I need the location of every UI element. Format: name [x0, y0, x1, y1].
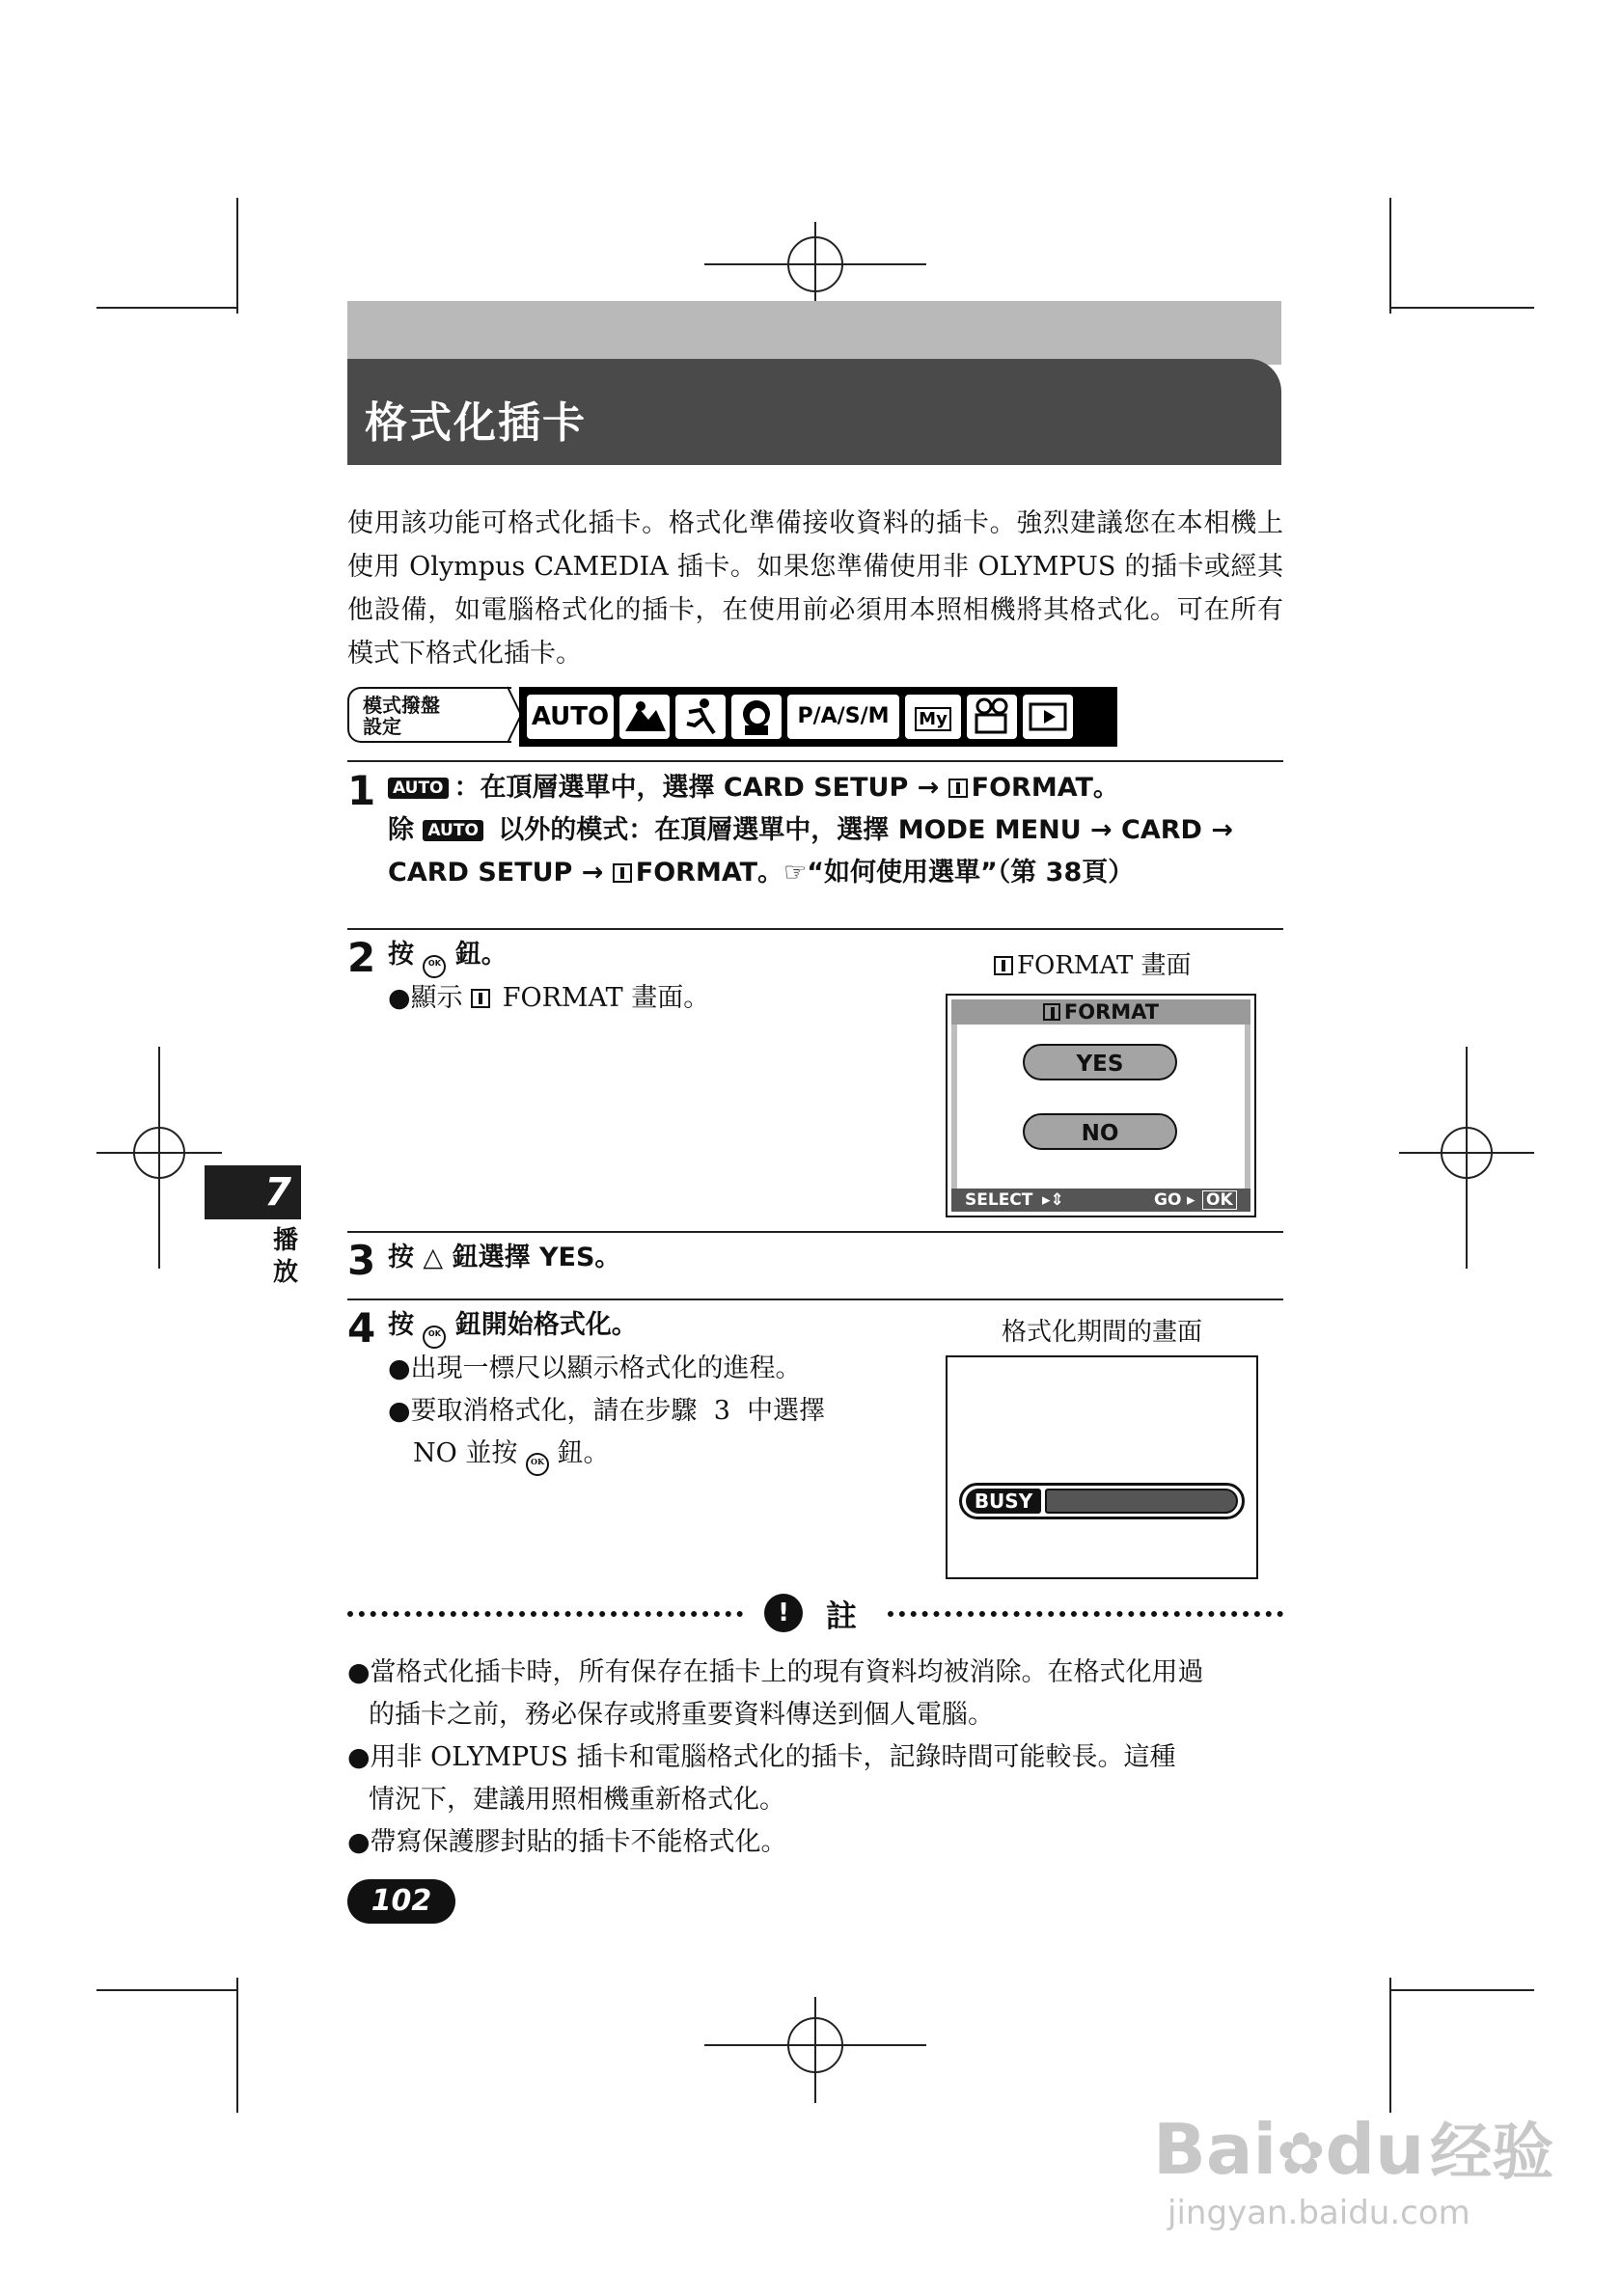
step-3-text: 按 △ 鈕選擇 YES。	[388, 1243, 621, 1272]
registration-mark-bottom	[704, 1997, 926, 2103]
step-2-bullet	[388, 976, 709, 1020]
step-4-bullet-1: ●出現一標尺以顯示格式化的進程。	[388, 1353, 802, 1383]
busy-label: BUSY	[966, 1489, 1041, 1514]
landscape-portrait-icon	[619, 695, 670, 739]
chapter-tab-label	[270, 1225, 301, 1289]
busy-screen	[946, 1355, 1258, 1579]
note-exclamation-icon: !	[764, 1594, 803, 1632]
ok-hint: OK	[1202, 1190, 1237, 1210]
mode-pasm: P/A/S/M	[787, 695, 899, 739]
step-4-number: 4	[347, 1304, 376, 1352]
card-format-icon	[471, 989, 490, 1008]
reference-icon: ☞	[783, 858, 808, 888]
crop-mark	[1389, 1978, 1391, 2113]
step-1-line1-end: FORMAT。	[971, 773, 1119, 803]
note-dotted-line	[347, 1611, 743, 1623]
title-bar	[347, 359, 1281, 465]
divider	[347, 1298, 1283, 1300]
mode-dial-strip	[519, 687, 1117, 747]
step-1-line3	[388, 852, 1285, 894]
note-item	[347, 1652, 1285, 1736]
step-1-number: 1	[347, 767, 376, 814]
watermark-url: jingyan.baidu.com	[1168, 2194, 1470, 2232]
mode-dial-label-line1: 模式撥盤	[363, 694, 440, 717]
watermark-brand: Bai	[1153, 2109, 1278, 2190]
divider	[347, 760, 1283, 762]
auto-badge: AUTO	[423, 820, 483, 841]
format-screen-caption-text: FORMAT 畫面	[1017, 951, 1192, 980]
page-number: 102	[347, 1879, 455, 1924]
select-arrow-icon: ▸⇕	[1042, 1190, 1064, 1210]
auto-badge: AUTO	[388, 778, 449, 799]
step-1-line2-pre: 除	[388, 815, 424, 845]
note-item-1-line1: ●當格式化插卡時，所有保存在插卡上的現有資料均被消除。在格式化用過	[347, 1657, 1204, 1687]
step-1-text	[388, 767, 1285, 894]
playback-icon	[1023, 695, 1073, 739]
step-4-bullet-2-line2	[413, 1432, 610, 1476]
mode-my	[905, 695, 961, 739]
watermark-cn: 经验	[1430, 2118, 1554, 2189]
step-2-bullet-post: FORMAT 畫面。	[494, 983, 710, 1013]
format-screen-title: FORMAT	[1063, 1000, 1160, 1024]
select-hint: SELECT	[965, 1190, 1033, 1210]
divider	[347, 928, 1283, 930]
format-screen-header	[951, 999, 1250, 1025]
go-arrow-icon: ▸	[1187, 1190, 1195, 1210]
format-screen-caption	[994, 945, 1192, 981]
step-2-text	[388, 934, 508, 978]
baidu-watermark	[1153, 2103, 1553, 2192]
go-hint: GO	[1154, 1190, 1182, 1210]
crop-mark	[236, 1978, 238, 2113]
step-1-line2	[388, 809, 1285, 852]
note-item	[347, 1736, 1285, 1821]
divider	[347, 1231, 1283, 1233]
step-4-bullet-2-post: 鈕。	[548, 1438, 610, 1468]
step-4-bullet-2-line1: ●要取消格式化，請在步驟 3 中選擇	[388, 1396, 826, 1426]
card-format-icon	[948, 779, 968, 798]
busy-progress-bar	[959, 1483, 1245, 1519]
step-2-text-pre: 按	[388, 940, 424, 970]
note-item-1-line2: 的插卡之前，務必保存或將重要資料傳送到個人電腦。	[369, 1700, 994, 1730]
note-list	[347, 1652, 1285, 1864]
step-3-number: 3	[347, 1237, 376, 1284]
step-2-number: 2	[347, 934, 376, 981]
step-1-line1	[388, 767, 1285, 809]
step-1-line3-end: “如何使用選單”（第 38頁）	[807, 858, 1135, 888]
crop-mark	[96, 307, 238, 309]
step-1-line3-text: CARD SETUP →	[388, 858, 613, 888]
page-title: 格式化插卡	[365, 398, 587, 448]
step-2-bullet-pre: ●顯示	[388, 983, 472, 1013]
step-2-text-post: 鈕。	[446, 940, 508, 970]
crop-mark	[1389, 198, 1391, 314]
my-mode-label: My	[915, 707, 951, 731]
step-4-text-post: 鈕開始格式化。	[446, 1310, 638, 1340]
no-option[interactable]: NO	[1023, 1113, 1177, 1150]
paw-icon: ✿	[1277, 2120, 1326, 2188]
chapter-tab-label-1: 播	[272, 1226, 298, 1255]
registration-mark-left	[96, 1047, 222, 1269]
step-1-line3-mid: FORMAT。	[635, 858, 784, 888]
chapter-tab-label-2: 放	[272, 1258, 298, 1287]
format-screen-footer	[951, 1189, 1250, 1212]
step-1-line1-text: ：在頂層選單中，選擇 CARD SETUP →	[453, 773, 948, 803]
note-heading: 註	[826, 1598, 858, 1634]
step-4-text-pre: 按	[388, 1310, 424, 1340]
card-format-icon	[613, 863, 632, 883]
title-band	[347, 301, 1281, 365]
ok-button-icon: OK	[423, 1326, 446, 1349]
note-item-3-line1: ●帶寫保護膠封貼的插卡不能格式化。	[347, 1827, 787, 1857]
intro-paragraph: 使用該功能可格式化插卡。格式化準備接收資料的插卡。強烈建議您在本相機上使用 Olympus CAMEDIA 插卡。如果您準備使用非 OLYMPUS 的插卡或經其他設備，如電腦格式化的插卡，在使用前必須用本照相機將其格式化。可在所有模式下格式化插卡。	[347, 508, 1283, 669]
note-dotted-line	[888, 1611, 1283, 1623]
note-item-2-line1: ●用非 OLYMPUS 插卡和電腦格式化的插卡，記錄時間可能較長。這種	[347, 1742, 1176, 1772]
chapter-tab-number: 7	[205, 1165, 301, 1219]
mode-auto: AUTO	[527, 695, 614, 739]
step-1-line2-post: 以外的模式：在頂層選單中，選擇 MODE MENU → CARD →	[488, 815, 1233, 845]
portrait-icon	[731, 695, 782, 739]
step-4-bullet-2-pre: NO 並按	[413, 1438, 526, 1468]
registration-mark-right	[1399, 1047, 1534, 1269]
note-item	[347, 1821, 1285, 1864]
busy-screen-caption: 格式化期間的畫面	[1002, 1318, 1203, 1347]
note-item-2-line2: 情況下，建議用照相機重新格式化。	[369, 1785, 785, 1815]
step-4-text	[388, 1304, 638, 1349]
movie-icon	[967, 695, 1017, 739]
crop-mark	[236, 198, 238, 314]
card-format-icon	[1043, 1003, 1060, 1021]
mode-dial-label	[347, 687, 511, 743]
yes-option[interactable]: YES	[1023, 1044, 1177, 1080]
mode-dial-label-line2: 設定	[363, 715, 401, 738]
format-screen	[946, 994, 1256, 1217]
sport-icon	[675, 695, 726, 739]
watermark-brand-2: du	[1325, 2109, 1425, 2190]
crop-mark	[1389, 1989, 1534, 1991]
busy-progress-track	[1045, 1489, 1238, 1514]
crop-mark	[96, 1989, 238, 1991]
card-format-icon	[994, 956, 1013, 975]
ok-button-icon: OK	[423, 955, 446, 978]
ok-button-icon: OK	[526, 1453, 549, 1476]
crop-mark	[1389, 307, 1534, 309]
